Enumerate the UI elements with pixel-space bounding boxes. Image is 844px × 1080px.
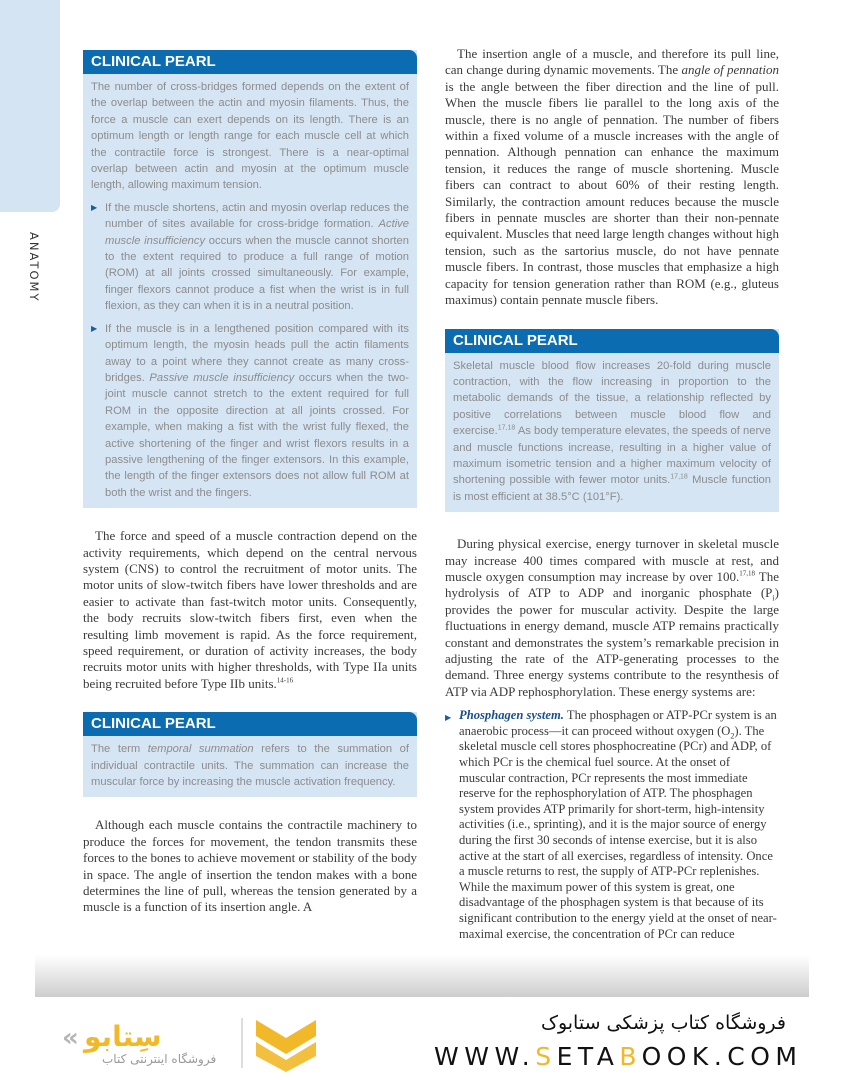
paragraph (445, 536, 779, 700)
text: Skeletal muscle blood flow increases 20-fold during muscle contraction, with the flow increasing in proportion to the metabolic demands of the tissue, a relationship reflected by positive correlations between muscle blood flow and exercise. (453, 359, 771, 438)
text: Muscle function is most efficient at 38.5°C (101°F). (453, 474, 771, 503)
pearl-paragraph (91, 741, 409, 790)
citation: 17,18 (497, 424, 516, 432)
subscript: 2 (730, 731, 735, 741)
svg-text:«: « (62, 1023, 79, 1053)
text: The insertion angle of a muscle, and therefore its pull line, can change during dynamic movements. The (445, 46, 779, 78)
left-column (83, 50, 417, 936)
text: is the angle between the fiber direction and the line of pull. When the muscle fibers lie parallel to the long axis of the muscle, there is no angle of pennation. The number of fibers within a fixed volume of a muscle increases with the angle of pennation. Although pennation can enhance the maximum tension, it reduces the range of muscle shortening. Muscle fibers can contract to about 60% of their resting length. Similarly, the contraction amount reduces because the muscle fibers in pennate muscles are shorter than their non-pennate equivalent. Muscles that need large length changes without high tension, such as the sartorius muscle, do not have pennate muscle fibers. In contrast, those muscles that emphasize a high capacity for tension generation rather than ROM (e.g., gluteus maximus) contain pennate muscle fibers. (445, 78, 779, 308)
term: angle of pennation (681, 62, 779, 78)
paragraph (445, 46, 779, 309)
url-part: WWW. (434, 1042, 536, 1071)
text: If the muscle shortens, actin and myosin overlap reduces the number of sites available for cross-bridge formation. (105, 201, 409, 231)
url-part: OOK.COM (641, 1042, 803, 1071)
pearl-bullet (91, 200, 409, 315)
clinical-pearl-box (445, 329, 779, 513)
svg-text:سِتابو: سِتابو (84, 1020, 162, 1053)
body-text (445, 536, 779, 700)
pearl-bullet (91, 321, 409, 501)
right-column (445, 46, 779, 942)
citation: 17,18 (670, 473, 688, 481)
paragraph (83, 528, 417, 692)
subscript: i (772, 593, 775, 603)
text: ) provides the power for muscular activity. Despite the large fluctuations in energy demand, muscle ATP remains practically constant and demonstrates the system’s remarkable precision in adjusting the rate of the ATP-generating processes to the demand. Three energy systems contribute to the resynthesis of ATP via ADP rephosphorylation. These energy systems are: (445, 585, 779, 699)
pearl-body (83, 736, 417, 797)
term: Phosphagen system. (459, 708, 564, 723)
pearl-paragraph (453, 358, 771, 506)
logo-subtitle: فروشگاه اینترنتی کتاب (102, 1052, 217, 1066)
body-text (83, 817, 417, 915)
section-label: ANATOMY (27, 232, 41, 303)
bullet-arrow-icon: ▶ (445, 713, 452, 723)
paragraph: Although each muscle contains the contractile machinery to produce the forces for movement, the tendon transmits these forces to the bones to achieve movement or stability of the body in space. The angle of insertion the tendon makes with a bone determines the line of pull, whereas the tension generated by a muscle is a function of its insertion angle. A (83, 817, 417, 915)
text: The phosphagen or ATP-PCr system is an anaerobic process—it can proceed without oxygen (O (459, 708, 777, 738)
term: Passive muscle insufficiency (149, 371, 295, 384)
url-part: B (619, 1042, 642, 1071)
list-item (445, 708, 779, 942)
clinical-pearl-box (83, 712, 417, 797)
pearl-title: CLINICAL PEARL (445, 329, 779, 353)
url-part: ETA (556, 1042, 620, 1071)
citation: 17,18 (739, 569, 755, 578)
watermark-footer (0, 998, 844, 1080)
text: As body temperature elevates, the speeds of nerve and muscle functions increase, resulting in a higher value of maximum isometric tension and a higher maximum velocity of shortening possible with fewer motor units. (453, 425, 771, 487)
text: During physical exercise, energy turnover in skeletal muscle may increase 400 times compared with muscle at rest, and muscle oxygen consumption may increase by over 100. (445, 536, 779, 584)
pearl-body (83, 74, 417, 508)
text: The hydrolysis of ATP to ADP and inorganic phosphate (P (445, 568, 779, 601)
text: refers to the summation of individual contractile units. The summation can increase the muscular force by increasing the muscle activation frequency. (91, 743, 409, 789)
pearl-title: CLINICAL PEARL (83, 712, 417, 736)
text: occurs when the muscle cannot shorten to the extent required to produce a full range of motion (ROM) at all joints crossed simultaneously. For example, finger flexors cannot produce a fist when the wrist is in full flexion, as they can when it is in a neutral position. (105, 234, 409, 313)
text: If the muscle is in a lengthened position compared with its optimum length, the myosin heads pull the actin filaments away to a point where they cannot create as many cross-bridges. (105, 322, 409, 384)
page-fade (35, 955, 809, 997)
text: ). The skeletal muscle cell stores phosphocreatine (PCr) and ADP, of which PCr is the chemical fuel source. At the onset of muscular contraction, PCr represents the most immediate reserve for the rephosphorylation of ATP. The phosphagen system provides ATP primarily for short-term, high-intensity activities (i.e., sprinting), and it is the major source of energy during the first 30 seconds of intense exercise, but it is also active at the start of all exercises, regardless of intensity. Once a muscle returns to rest, the supply of ATP-PCr replenishes. While the maximum power of this system is great, one disadvantage of the phosphagen system is that because of its significant contribution to the energy yield at the onset of near-maximal exercise, the concentration of PCr can reduce (459, 723, 777, 941)
term: Active muscle insufficiency (105, 218, 409, 247)
bullet-arrow-icon: ▶ (91, 202, 98, 212)
brand-title: فروشگاه کتاب پزشکی ستابوک (540, 1012, 786, 1034)
citation: 14-16 (276, 676, 294, 685)
text: The force and speed of a muscle contraction depend on the activity requirements, which depend on the central nervous system (CNS) to control the recruitment of motor units. The motor units of slow-twitch fibers have lower thresholds and are easier to activate than fast-twitch motor units. Consequently, the body recruits slow-twitch fibers first, even when the resulting limb movement is rapid. As the force requirement, speed requirement, or duration of activity increases, the body recruits motor units with higher thresholds, with Type IIa units being recruited before Type IIb units. (83, 528, 417, 691)
pearl-body (445, 353, 779, 513)
pearl-paragraph: The number of cross-bridges formed depends on the extent of the overlap between the actin and myosin filaments. Thus, the force a muscle can exert depends on its length. There is an optimum length or length range for each muscle cell at which the contractile force is strongest. There is a near-optimal overlap between actin and myosin at the optimum muscle length, allowing maximum tension. (91, 81, 409, 192)
clinical-pearl-box (83, 50, 417, 508)
body-text (445, 46, 779, 309)
text: The term (91, 743, 148, 756)
side-tab (0, 0, 60, 212)
pearl-title: CLINICAL PEARL (83, 50, 417, 74)
bullet-arrow-icon: ▶ (91, 323, 98, 333)
body-text (83, 528, 417, 692)
setabook-logo (44, 1012, 334, 1072)
text: occurs when the two-joint muscle cannot stretch to the extent required for full ROM in the opposite direction at all joints crossed. For example, when making a fist with the wrist fully flexed, the active shortening of the finger and wrist flexors results in a passive lengthening of the finger extensors. In this example, the length of the finger extensors does not allow full ROM at both the wrist and the fingers. (105, 371, 409, 499)
term: temporal summation (147, 743, 254, 756)
brand-url (434, 1042, 802, 1071)
url-part: S (535, 1042, 557, 1071)
